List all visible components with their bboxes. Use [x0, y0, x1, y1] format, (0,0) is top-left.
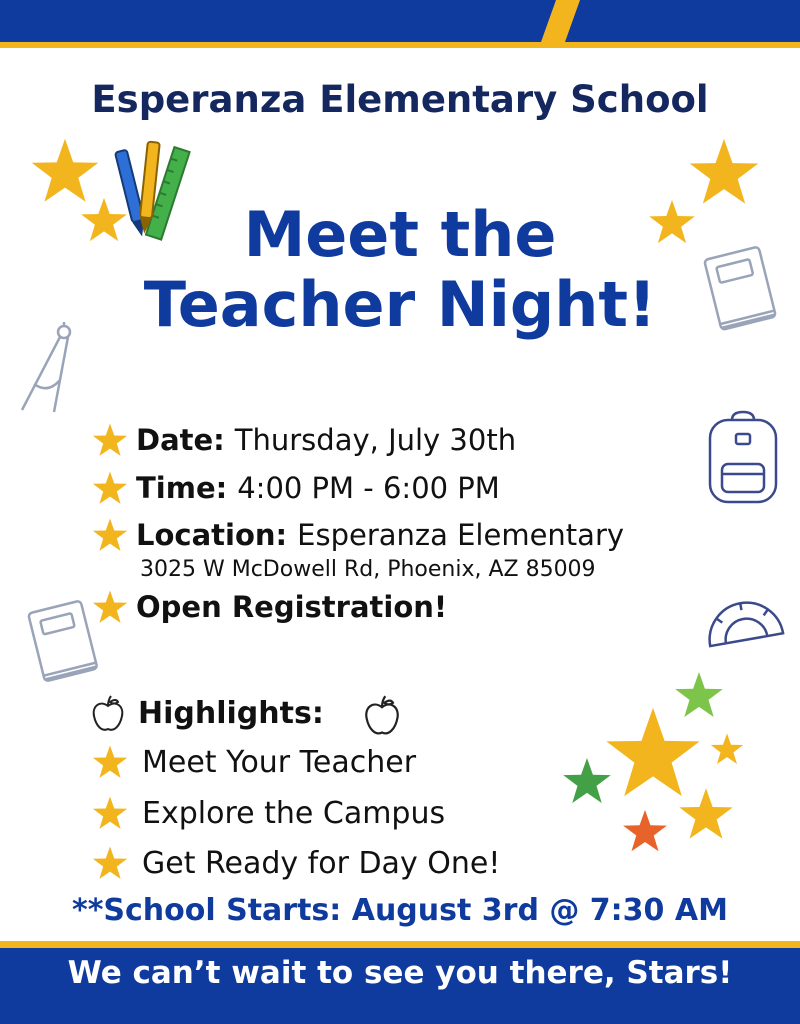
detail-label: Location: — [136, 518, 288, 552]
detail-row-location — [92, 515, 624, 555]
star-icon — [92, 422, 128, 458]
detail-label: Open Registration! — [136, 590, 448, 624]
highlight-text: Explore the Campus — [142, 795, 446, 831]
highlight-text: Get Ready for Day One! — [142, 845, 501, 881]
detail-label: Date: — [136, 423, 225, 457]
pens-and-ruler-icon — [110, 138, 194, 248]
star-icon — [675, 672, 723, 717]
apple-icon — [90, 694, 126, 734]
compass-icon — [14, 318, 84, 418]
star-icon — [711, 733, 743, 764]
footer-message: We can’t wait to see you there, Stars! — [67, 955, 733, 991]
star-icon — [606, 708, 699, 796]
star-icon — [679, 788, 732, 838]
highlights-title: Highlights: — [138, 696, 324, 731]
detail-row-time — [92, 468, 500, 508]
star-icon — [92, 744, 128, 780]
highlight-item — [92, 740, 416, 784]
star-icon — [648, 198, 696, 246]
star-icon — [92, 517, 128, 553]
bottom-gold-stripe — [0, 941, 800, 948]
detail-value: Thursday, July 30th — [234, 423, 517, 457]
school-start-notice: **School Starts: August 3rd @ 7:30 AM — [72, 893, 728, 928]
detail-value: 4:00 PM - 6:00 PM — [237, 471, 500, 505]
star-icon — [92, 795, 128, 831]
protractor-icon — [700, 586, 786, 652]
top-corner-accent — [0, 0, 800, 50]
detail-row-date — [92, 420, 516, 460]
backpack-icon — [702, 410, 784, 506]
star-icon — [92, 589, 128, 625]
apple-icon — [362, 694, 402, 738]
notebook-icon — [698, 238, 784, 338]
event-title-line-2: Teacher Night! — [143, 268, 657, 341]
highlight-item — [92, 791, 445, 835]
star-cluster — [560, 668, 796, 858]
star-icon — [92, 470, 128, 506]
highlight-text: Meet Your Teacher — [142, 744, 417, 780]
location-address: 3025 W McDowell Rd, Phoenix, AZ 85009 — [140, 557, 596, 582]
star-icon — [92, 845, 128, 881]
highlight-item — [92, 841, 500, 885]
detail-row-registration — [92, 587, 447, 627]
star-icon — [688, 136, 760, 208]
event-title-line-1: Meet the — [243, 198, 557, 271]
star-icon — [623, 810, 667, 851]
detail-label: Time: — [136, 471, 228, 505]
detail-value: Esperanza Elementary — [297, 518, 625, 552]
school-name: Esperanza Elementary School — [91, 78, 709, 121]
star-icon — [563, 758, 611, 803]
